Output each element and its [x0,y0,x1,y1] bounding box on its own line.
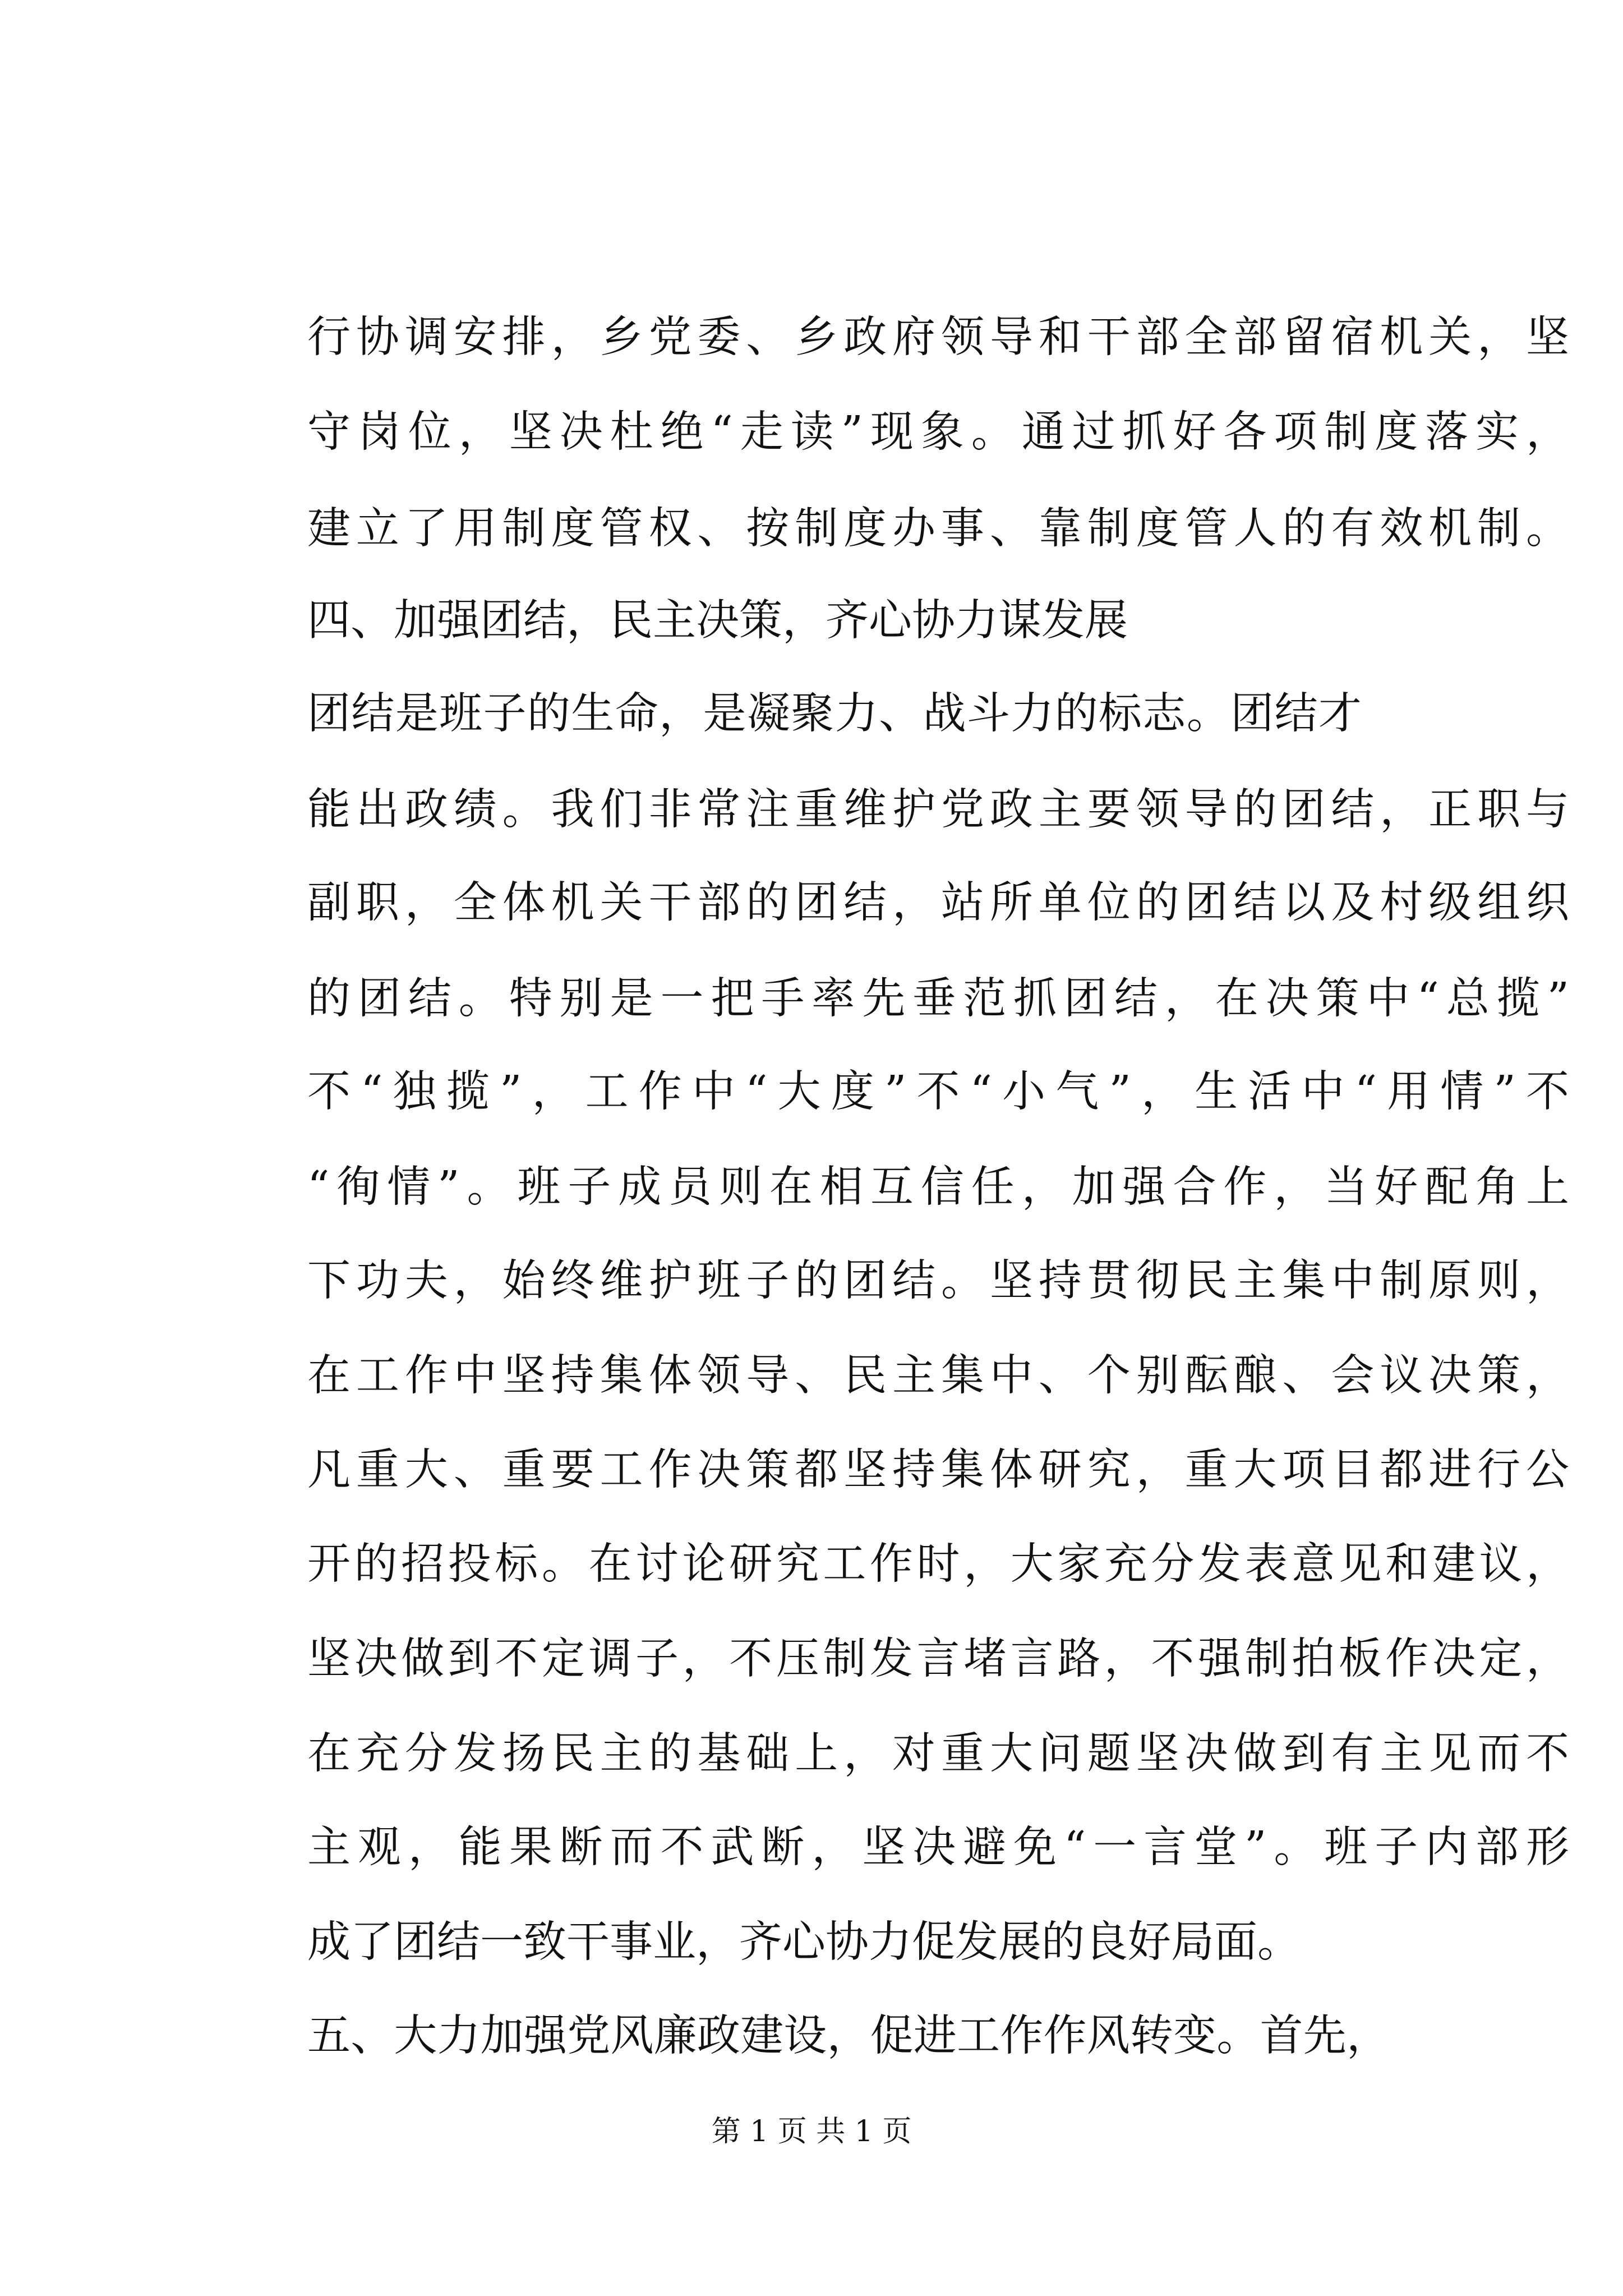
text-line: 不“独揽”，工作中“大度”不“小气”，生活中“用情”不 [307,1067,1569,1117]
page-footer: 第 1 页 共 1 页 [711,2115,912,2148]
text-line: 副职，全体机关干部的团结，站所单位的团结以及村级组织 [307,878,1569,928]
text-line: 坚决做到不定调子，不压制发言堵言路，不强制拍板作决定， [307,1634,1569,1684]
text-line: 成了团结一致干事业，齐心协力促发展的良好局面。 [307,1917,1301,1967]
text-line: 团结是班子的生命，是凝聚力、战斗力的标志。团结才 [307,689,1362,739]
text-line: 能出政绩。我们非常注重维护党政主要领导的团结，正职与 [307,785,1569,835]
text-line: 凡重大、重要工作决策都坚持集体研究，重大项目都进行公 [307,1445,1569,1495]
section-heading: 四、加强团结，民主决策，齐心协力谋发展 [307,596,1128,646]
text-line: “徇情”。班子成员则在相互信任，加强合作，当好配角上 [307,1162,1569,1212]
text-line: 主观，能果断而不武断，坚决避免“一言堂”。班子内部形 [307,1823,1569,1872]
text-line: 守岗位，坚决杜绝“走读”现象。通过抓好各项制度落实， [307,407,1569,457]
text-line: 在工作中坚持集体领导、民主集中、个别酝酿、会议决策， [307,1351,1569,1401]
text-line: 开的招投标。在讨论研究工作时，大家充分发表意见和建议， [307,1539,1569,1589]
text-line: 的团结。特别是一把手率先垂范抓团结，在决策中“总揽” [307,974,1569,1024]
text-line: 下功夫，始终维护班子的团结。坚持贯彻民主集中制原则， [307,1256,1569,1306]
text-line: 行协调安排，乡党委、乡政府领导和干部全部留宿机关，坚 [307,312,1569,362]
text-line: 建立了用制度管权、按制度办事、靠制度管人的有效机制。 [307,504,1569,554]
text-line: 在充分发扬民主的基础上，对重大问题坚决做到有主见而不 [307,1729,1569,1779]
section-heading: 五、大力加强党风廉政建设，促进工作作风转变。首先， [307,2011,1390,2061]
